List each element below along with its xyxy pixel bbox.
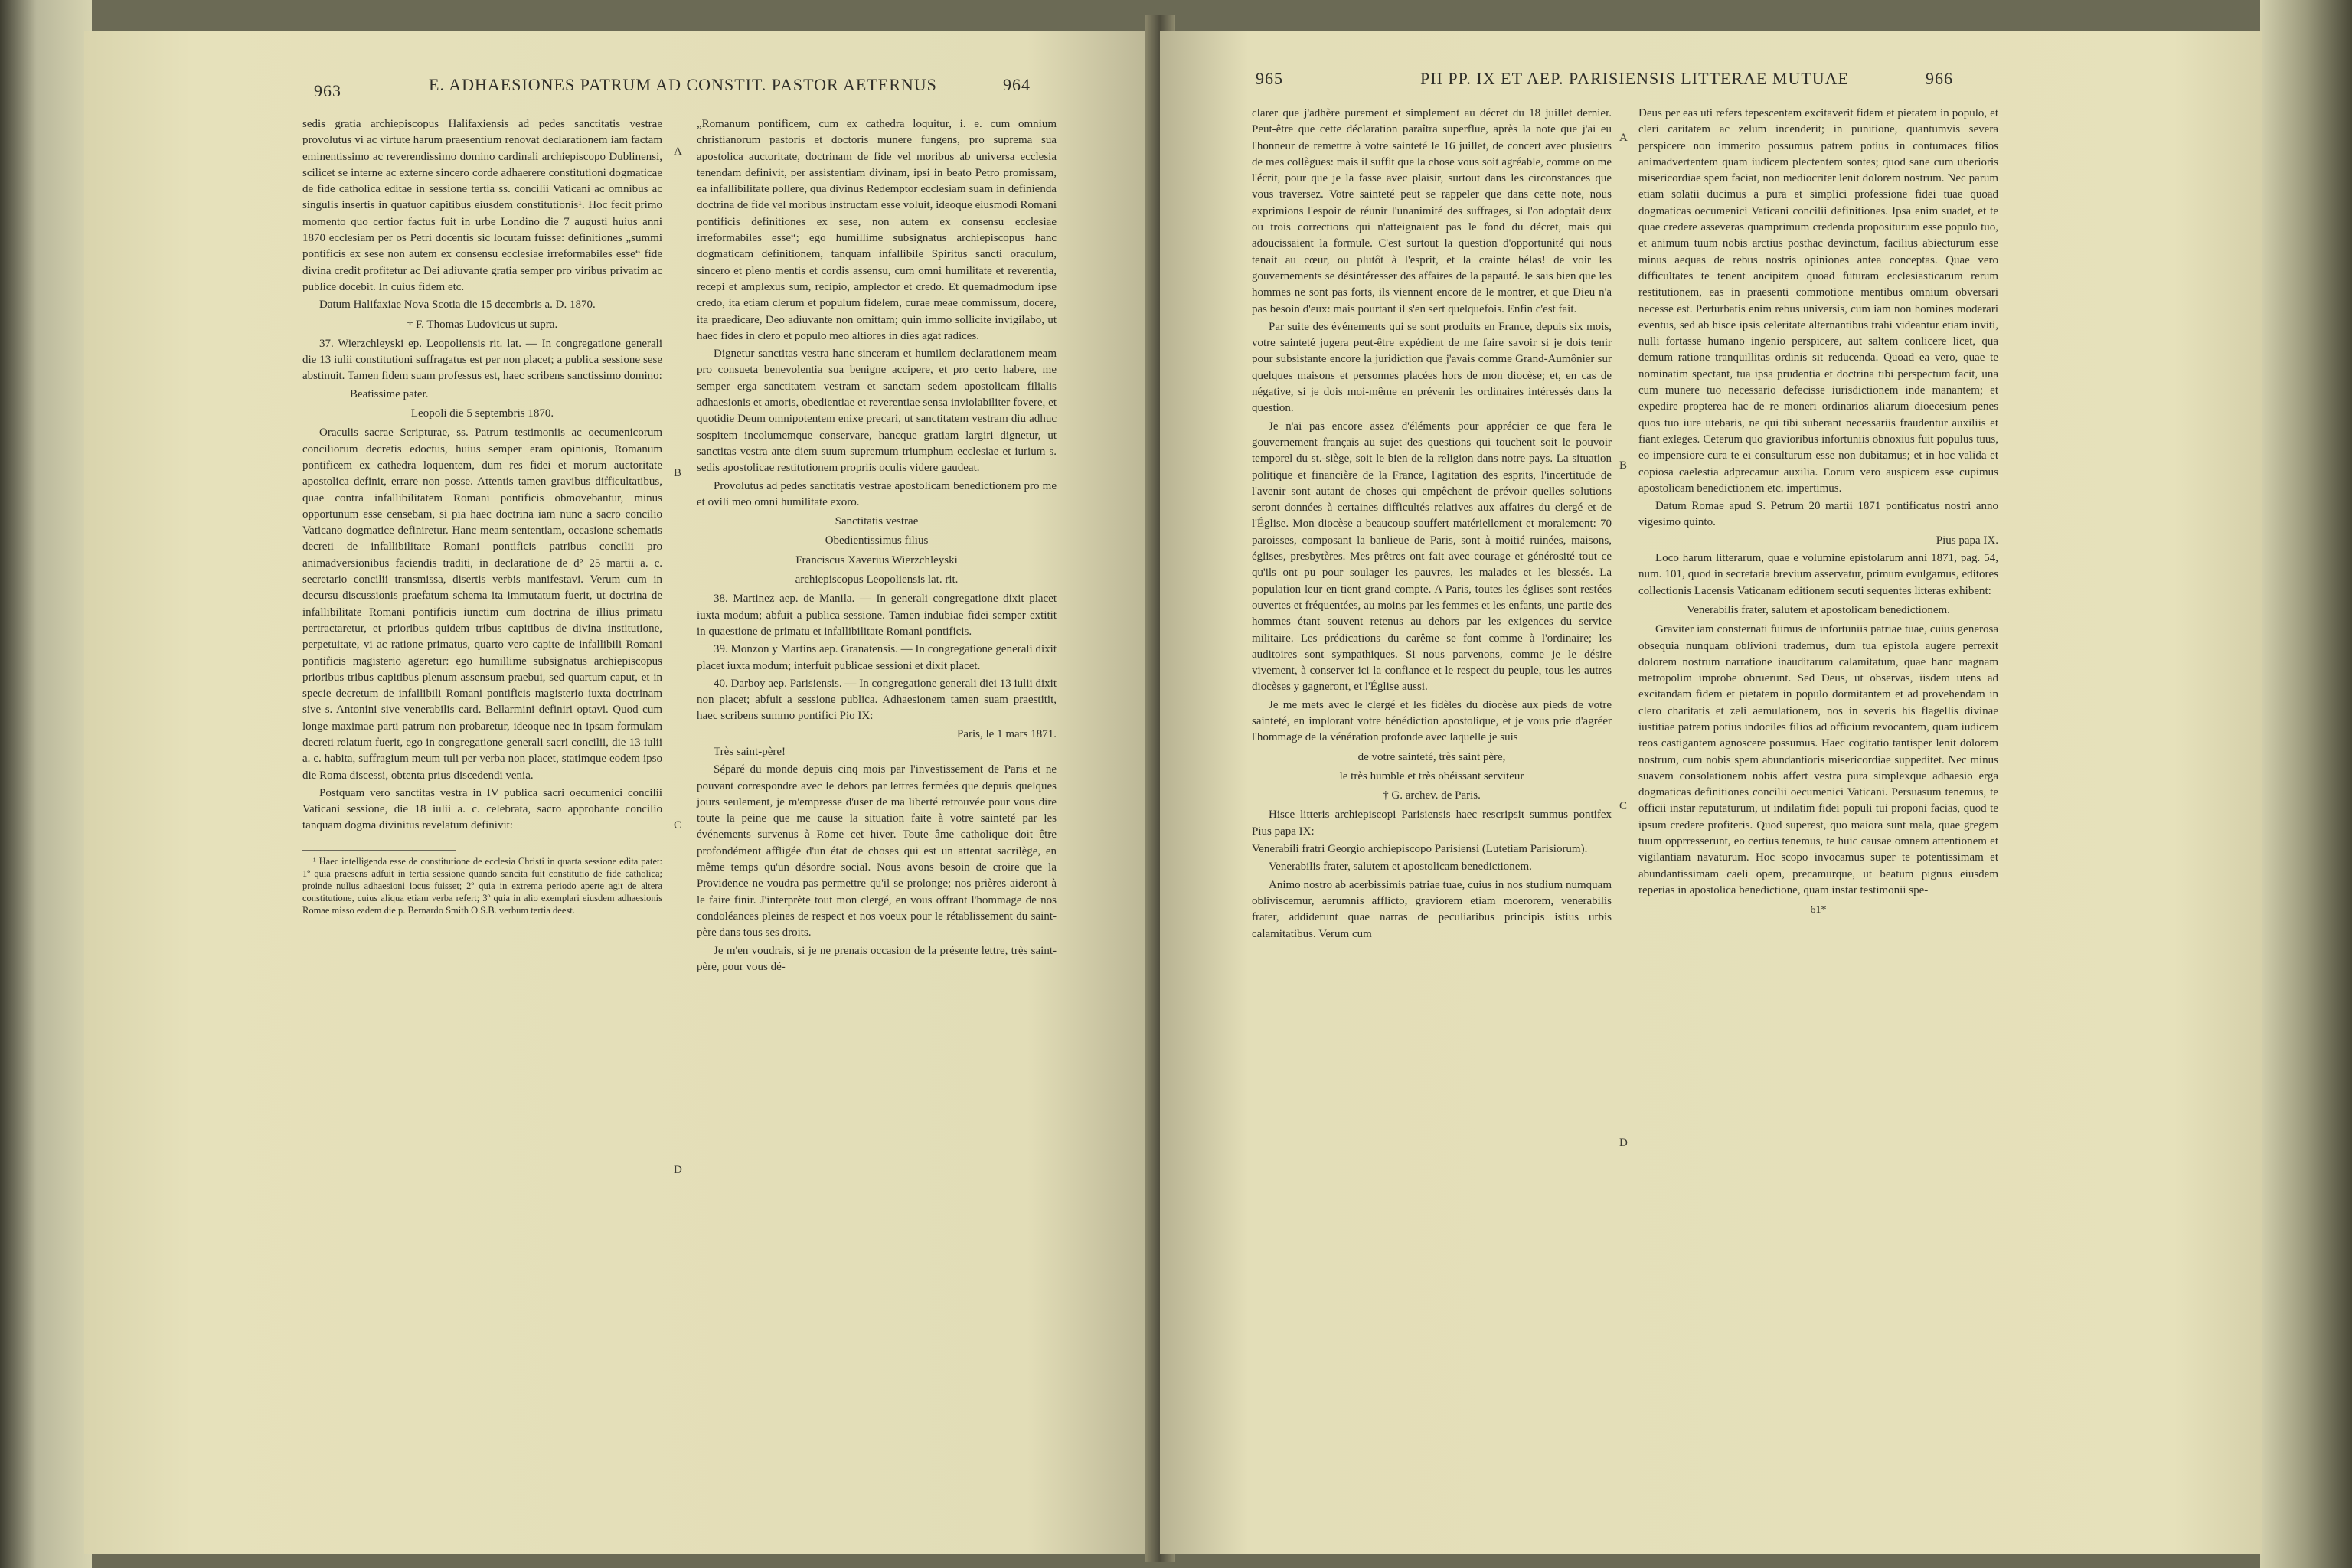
paragraph: Loco harum litterarum, quae e volumine epistolarum anni 1871, pag. 54, num. 101, quod in secretaria brevium asservatur, primum evulgamus, editores collectionis Lacensis Vaticanam editionem secuti sequentes litteras exhibent:	[1638, 552, 1998, 597]
date-line: Leopoli die 5 septembris 1870.	[410, 407, 554, 420]
closing-line: archiepiscopus Leopoliensis lat. rit.	[795, 573, 959, 586]
signature: † F. Thomas Ludovicus ut supra.	[407, 318, 558, 331]
page-number-963: 963	[314, 81, 341, 100]
paragraph: Je me mets avec le clergé et les fidèles du diocèse aux pieds de votre sainteté, en implorant votre bénédiction apostolique, et je vous prie d'agréer l'hommage de la vénération profonde avec laquelle je suis	[1252, 698, 1612, 744]
paragraph: Par suite des événements qui se sont produits en France, depuis six mois, votre sainteté jugera peut-être expédient de me faire savoir si je dois tenir pour subsistante encore la juridiction que j'avais comme Grand-Aumônier sur quelques maisons et personnes placées hors de mon diocèse; et, en cas de négative, si je dois moi-même en prévenir les ordinaires intéressés dans la question.	[1252, 320, 1612, 415]
left-page-column-2	[697, 116, 1057, 977]
paragraph: Dignetur sanctitas vestra hanc sinceram et humilem declarationem meam pro consueta benevolentia sua benigne accipere, et pro certo habere, me semper erga sanctitatem vestram et sanctam sedem apostolicam filialis adhaesionis et amoris, obedientiae et reverentiae sensa inviolabiliter fovere, et quotidie Deum omnipotentem enixe precari, ut sanctitatem vestram diu adhuc sospitem incolumemque conservare, hancque gratiam largiri dignetur, ut sanctitas vestra ante diem suum supremum triumphum ecclesiae et iurium s. sedis apostolicae restitutionem propriis oculis videre gaudeat.	[697, 348, 1057, 475]
date-line: Datum Romae apud S. Petrum 20 martii 1871 pontificatus nostri anno vigesimo quinto.	[1638, 500, 1998, 529]
paragraph: „Romanum pontificem, cum ex cathedra loquitur, i. e. cum omnium christianorum pastoris et doctoris munere fungens, pro suprema sua apostolica auctoritate, doctrinam de fide vel moribus ab universa ecclesia tenendam definivit, per assistentiam divinam, ipsi in beato Petro promissam, ea infallibilitate pollere, qua divinus Redemptor ecclesiam suam in definienda doctrina de fide vel moribus instructam esse voluit, ideoque eiusmodi Romani pontificis definitiones ex sese, non autem ex consensu ecclesiae irreformabiles esse“; ego humillime subsignatus archiepiscopus hanc dogmaticam definitionem, tanquam infallibile Spiritus sancti oraculum, sincero et pleno mentis et cordis assensu, cum omni humilitate et reverentia, recepi et amplexus sum, recipio, amplector et credo. Et quemadmodum ipse credo, ita etiam clerum et populum fidelem, curae meae commissum, docere, ita praedicare, Deo adiuvante non omittam; quin immo sollicite invigilabo, ut haec fides in clero et populo meo altiores in dies agat radices.	[697, 118, 1057, 342]
paragraph: Provolutus ad pedes sanctitatis vestrae apostolicam benedictionem pro me et ovili meo omni humilitate exoro.	[697, 479, 1057, 508]
paragraph: Postquam vero sanctitas vestra in IV publica sacri oecumenici concilii Vaticani sessione, die 18 iulii a. c. celebrata, sacro approbante concilio tanquam dogma divinitus revelatum definivit:	[302, 786, 662, 832]
paragraph: clarer que j'adhère purement et simplement au décret du 18 juillet dernier. Peut-être que cette déclaration paraîtra superflue, après la note que j'ai eu l'honneur de remettre à votre sainteté le 16 juillet, de concert avec plusieurs de mes collègues: mais il suffit que la chose vous soit agréable, comme on me l'écrit, pour que je la fasse avec plaisir, surtout dans les circonstances que vous traversez. Votre sainteté peut se rappeler que dans cette note, nous exprimions l'espoir de réunir l'unanimité des suffrages, si l'on adoptait deux ou trois corrections qui n'atteignaient pas le fond du décret, mais qui adoucissaient la formule. C'est surtout la question d'opportunité qui nous tenait au cœur, ou plutôt à l'esprit, et la crainte hélas! de voir les gouvernements se désintéresser des affaires de la papauté. Je sais bien que les hommes ne sont pas forts, ils viennent encore de le montrer, et que Dieu n'a pas besoin d'eux: mais pourtant il s'en sert quelquefois. Enfin c'est fait.	[1252, 107, 1612, 315]
footnote-rule	[302, 850, 456, 851]
margin-marker-a: A	[1619, 132, 1628, 144]
page-number-965: 965	[1256, 69, 1283, 88]
margin-marker-b: B	[1619, 459, 1628, 472]
left-page-column-1	[302, 116, 662, 918]
closing-line: le très humble et très obéissant serviteur	[1339, 769, 1524, 782]
paragraph: Séparé du monde depuis cinq mois par l'investissement de Paris et ne pouvant correspondre avec le dehors par lettres fermées que depuis quelques jours seulement, je m'empresse d'user de ma liberté retrouvée pour vous dire toute la peine que me cause la situation faite à votre sainteté par les événements survenus à Rome cet hiver. Toute âme catholique doit être profondément affligée d'un état de choses qui est un attentat sacrilège, en même temps qu'un désordre social. Nous avons besoin de croire que la Providence ne voudra pas permettre qu'il se prolonge; nos prières aideront à le faire finir. J'interprète tout mon clergé, en vous offrant l'hommage de nos condoléances pleines de respect et nos voeux pour le rétablissement du saint-père dans tous ses droits.	[697, 763, 1057, 939]
right-page	[1160, 31, 2262, 1554]
sheet-signature: 61*	[1810, 904, 1827, 916]
address-line: Venerabili fratri Georgio archiepiscopo Parisiensi (Lutetiam Parisiorum).	[1252, 843, 1588, 856]
margin-marker-d: D	[674, 1164, 682, 1176]
running-head-right: PII PP. IX ET AEP. PARISIENSIS LITTERAE MUTUAE	[1420, 69, 1849, 88]
page-number-966: 966	[1926, 69, 1953, 88]
salutation: Beatissime pater.	[350, 387, 429, 400]
paragraph: Oraculis sacrae Scripturae, ss. Patrum testimoniis ac oecumenicorum conciliorum decretis edoctus, huius semper eram opinionis, Romanum pontificem ex cathedra loquentem, dum res fidei et morum auctoritate apostolica definit, errare non posse. Attentis tamen gravibus difficultatibus, quae contra infallibilitatem Romani pontificis obmovebantur, minus opportunum esse censebam, si pia haec doctrina iam nunc a sacro concilio Vaticano dogmatice definiretur. Hanc meam sententiam, occasione schematis decreti de infallibilitate Romani pontificis patribus concilii pro animadversionibus faciendis traditi, in declaratione de dº 25 martii a. c. secretario concilii transmissa, disertis verbis manifestavi. Verum cum in decursu discussionis praefatum schema ita immutatum fuerit, ut doctrina de infallibilitate Romani pontificis iunctim cum doctrina de illius primatu pertractaretur, et prioribus quidem tribus capitibus de divina institutione, perpetuitate, vi ac ratione primatus, quarto vero capite de infallibili Romani pontificis magisterio ageretur: ego humillime subsignatus archiepiscopus prioribus tribus capitibus plenum assensum praebui, sed quartum caput, et in specie decretum de infallibili Romani pontificis magisterio iuxta doctrinam sive s. Antonini sive venerabilis card. Bellarmini definiri optavi. Quod cum longe maximae parti patrum non probaretur, ideoque nec in ipsam formulam decreti relatum fuerit, ego in congregatione generali sacri concilii, die 13 iulii a. c. habita, suffragium meum tuli per verba non placet, statimque eodem ipso die Roma discessi, obtenta prius discedendi venia.	[302, 426, 662, 782]
paragraph: Graviter iam consternati fuimus de infortuniis patriae tuae, cuius generosa obsequia nunquam oblivioni trademus, dum tua epistola augere perrexit dolorem nostrum narratione inauditarum calamitatum, quae hanc magnam metropolim improbe obruerunt. Sed Deus, ut observas, iisdem utens ad excitandam fidem et pietatem in populo dormitantem et ad provehendam in clero charitatis et zeli aemulationem, nos in severis his flagellis divinae iustitiae patrem potius indociles filios ad officium revocantem, quam iudicem reos castigantem agnoscere possumus. Haec cogitatio tantisper lenit dolorem nostrum, cum nobis spem abundantioris misericordiae suppeditet. Nec minus suavem consolationem nobis affert vestra pura simplexque adhaesio erga dogmaticas definitiones concilii oecumenici Vaticani. Persuasum tenemus, te officii instar reputaturum, ut indilatim fidei populi tui proponi facias, quod te ipsum credere profiteris. Quod superest, quo maiora sunt mala, quae gregem tuum opprresserunt, eo certius tenemus, te huic causae omnem attentionem et vigilantiam navaturum. Hoc scopo invocamus super te potentissimam et abundantissimam caeli opem, precamurque, ut beatum pignus eiusdem reperias in apostolica benedictione, quam instar testimonii spe-	[1638, 623, 1998, 897]
signature: Pius papa IX.	[1936, 534, 1998, 547]
paragraph: Je n'ai pas encore assez d'éléments pour apprécier ce que fera le gouvernement français au sujet des questions qui touchent soit le pouvoir temporel du st.-siège, soit le bien de la religion dans notre pays. La situation politique et financière de la France, l'agitation des esprits, l'incertitude de l'avenir sont autant de choses qui empêchent de prévoir quelles solutions seront données à certaines difficultés relatives aux affaires du clergé et de l'Église. Mon diocèse a beaucoup souffert matériellement et moralement: 70 paroisses, composant la banlieue de Paris, sont à moitié ruinées, maisons, églises, presbytères. Mes prêtres ont fait avec courage et générosité tout ce qu'ils ont pu pour soulager les pauvres, les malades et les blessés. La population leur en tient grand compte. A Paris, toutes les églises sont restées ouvertes et fréquentées, au moins par les femmes et les enfants, une partie des hommes étant souvent retenus au dehors par les exigences du service militaire. Les prédications du carême se font comme à l'ordinaire; les auditoires sont sympathiques. Si nous parvenons, comme je le désire vivement, à conserver ici la confiance et le respect du peuple, tous les autres diocèses y gagneront, et l'Église aussi.	[1252, 420, 1612, 694]
section-heading: 39. Monzon y Martins aep. Granatensis. — In congregatione generali dixit placet iuxta modum; interfuit publicae sessioni et dixit placet.	[697, 643, 1057, 672]
salutation: Venerabilis frater, salutem et apostolicam benedictionem.	[1269, 861, 1532, 874]
closing-line: Franciscus Xaverius Wierzchleyski	[795, 554, 958, 567]
paragraph: Datum Halifaxiae Nova Scotia die 15 decembris a. D. 1870.	[319, 299, 596, 312]
page-edges-left	[0, 0, 92, 1568]
margin-marker-d: D	[1619, 1137, 1628, 1149]
section-heading: 38. Martinez aep. de Manila. — In generali congregatione dixit placet iuxta modum; abfuit a publica sessione. Tamen indubiae fidei semper extitit in quaestione de primatu et infallibilitate Romani pontificis.	[697, 593, 1057, 638]
left-page	[84, 31, 1156, 1554]
section-heading: 37. Wierzchleyski ep. Leopoliensis rit. lat. — In congregatione generali die 13 iulii constitutioni suffragatus est per non placet; a publica sessione sese abstinuit. Tamen fidem suam professus est, haec scribens sanctissimo domino:	[302, 337, 662, 383]
paragraph: Animo nostro ab acerbissimis patriae tuae, cuius in nos studium numquam obliviscemur, aerumnis afflicto, graviorem etiam moerorem, venerabilis frater, addiderunt quae narras de peculiaribus principis istius urbis calamitatibus. Verum cum	[1252, 878, 1612, 940]
salutation: Très saint-père!	[714, 745, 786, 758]
closing-line: de votre sainteté, très saint père,	[1357, 750, 1506, 763]
paragraph: Je m'en voudrais, si je ne prenais occasion de la présente lettre, très saint-père, pour vous dé-	[697, 944, 1057, 973]
closing-line: Sanctitatis vestrae	[835, 515, 919, 528]
footnote: ¹ Haec intelligenda esse de constitutione de ecclesia Christi in quarta sessione edita patet: 1º quia praesens adfuit in tertia sessione quando sancita fuit constitutio de fide catholica; proinde nullus adhaesioni locus fuisset; 2º quia in extrema periodo aperte agit de altera constitutione, cuius aliqua etiam verba refert; 3º quia in alio exemplari eiusdem adhaesionis Romae misso eadem die p. Bernardo Smith O.S.B. verbum tertia deest.	[302, 855, 662, 916]
running-head-left: E. ADHAESIONES PATRUM AD CONSTIT. PASTOR AETERNUS	[429, 75, 937, 94]
salutation: Venerabilis frater, salutem et apostolicam benedictionem.	[1687, 603, 1950, 616]
signature: † G. archev. de Paris.	[1383, 789, 1481, 802]
page-edges-right	[2260, 0, 2352, 1568]
right-page-column-2	[1638, 106, 1998, 919]
right-page-column-1	[1252, 106, 1612, 944]
margin-marker-c: C	[1619, 800, 1628, 812]
section-heading: 40. Darboy aep. Parisiensis. — In congregatione generali diei 13 iulii dixit non placet; abfuit a sessione publica. Adhaesionem tamen suam praestitit, haec scribens summo pontifici Pio IX:	[697, 677, 1057, 723]
paragraph: Hisce litteris archiepiscopi Parisiensis haec rescripsit summus pontifex Pius papa IX:	[1252, 808, 1612, 838]
closing-line: Obedientissimus filius	[825, 534, 929, 547]
margin-marker-a: A	[674, 145, 682, 158]
paragraph: Deus per eas uti refers tepescentem excitaverit fidem et pietatem in populo, et cleri caritatem ac zelum incenderit; in punitione, quantumvis severa perspicere non immerito possumus patrem potius in contumaces filios animadvertentem quam iudicem plectentem sontes; quod sane cum uberioris misericordiae spem faciat, non mediocriter lenit dolorem nostrum. Nec parum etiam solatii ducimus a pura et simplici professione fidei tuae quoad dogmaticas oecumenici Vaticani concilii definitiones. Ipsa enim suadet, et te quae credere asseveras quamprimum credenda propositurum esse populo tuo, et animum tuum nobis arctius posthac devinctum, facilius abiecturum esse minus aequas de rebus nostris opiniones antea conceptas. Quae vero difficultates te tenent ancipitem quoad futuram ecclesiasticarum rerum restitutionem, eas in praesenti commotione mentibus omnium obversari necesse est. Perturbatis enim rebus universis, cum iam non homines moderari eventus, sed ab hisce ipsis celeritate alternantibus trahi videantur etiam inviti, nulli fortasse humano ingenio perspicere, aut saltem conlicere licet, qua demum ratione tranquillitas ordinis sit reducenda. Quoad ea vero, quae te nominatim spectant, tua ipsa prudentia et doctrina tibi perspectum facit, una cum munere tuo necessario defecisse iurisdictionem inde manantem; et expedire propterea hac de re moneri ordinarios aliarum dioecesium penes quos tuo iure utebaris, ne qui tibi suberant necessariis fraudentur auxiliis et fiant exleges. Ceterum quo gravioribus infortuniis obnoxius fuit populus tuus, eo impensiore cura te ei consulturum esse non dubitamus; et in hoc valida et copiosa caelestia adprecamur auxilia. Eorum vero auspicem esse cupimus apostolicam benedictionem etc. impertimus.	[1638, 107, 1998, 495]
paragraph: sedis gratia archiepiscopus Halifaxiensis ad pedes sanctitatis vestrae provolutus vi ac virtute harum praesentium renovat declarationem iam factam eminentissimo ac reverendissimo domino cardinali archiepiscopo Dublinensi, scilicet se interne ac externe sincero corde adhaerere constitutioni dogmaticae de fide catholica editae in sessione tertia ss. concilii Vaticani ac omnibus ac singulis insertis in quatuor capitibus eiusdem constitutionis¹. Hoc fecit primo momento quo certior factus fuit in urbe Londino die 7 augusti huius anni 1870 ecclesiam per os Petri docentis sic locutam fuisse: definitiones „summi pontificis ex sese non autem ex consensu ecclesiae irreformabiles esse“ fide divina credit profitetur ac Dei adiuvante gratia semper pro viribus privatim ac publice docebit. In cuius fidem etc.	[302, 118, 662, 293]
margin-marker-c: C	[674, 819, 682, 831]
margin-marker-b: B	[674, 467, 682, 479]
date-line: Paris, le 1 mars 1871.	[957, 727, 1057, 740]
page-number-964: 964	[1003, 75, 1031, 94]
